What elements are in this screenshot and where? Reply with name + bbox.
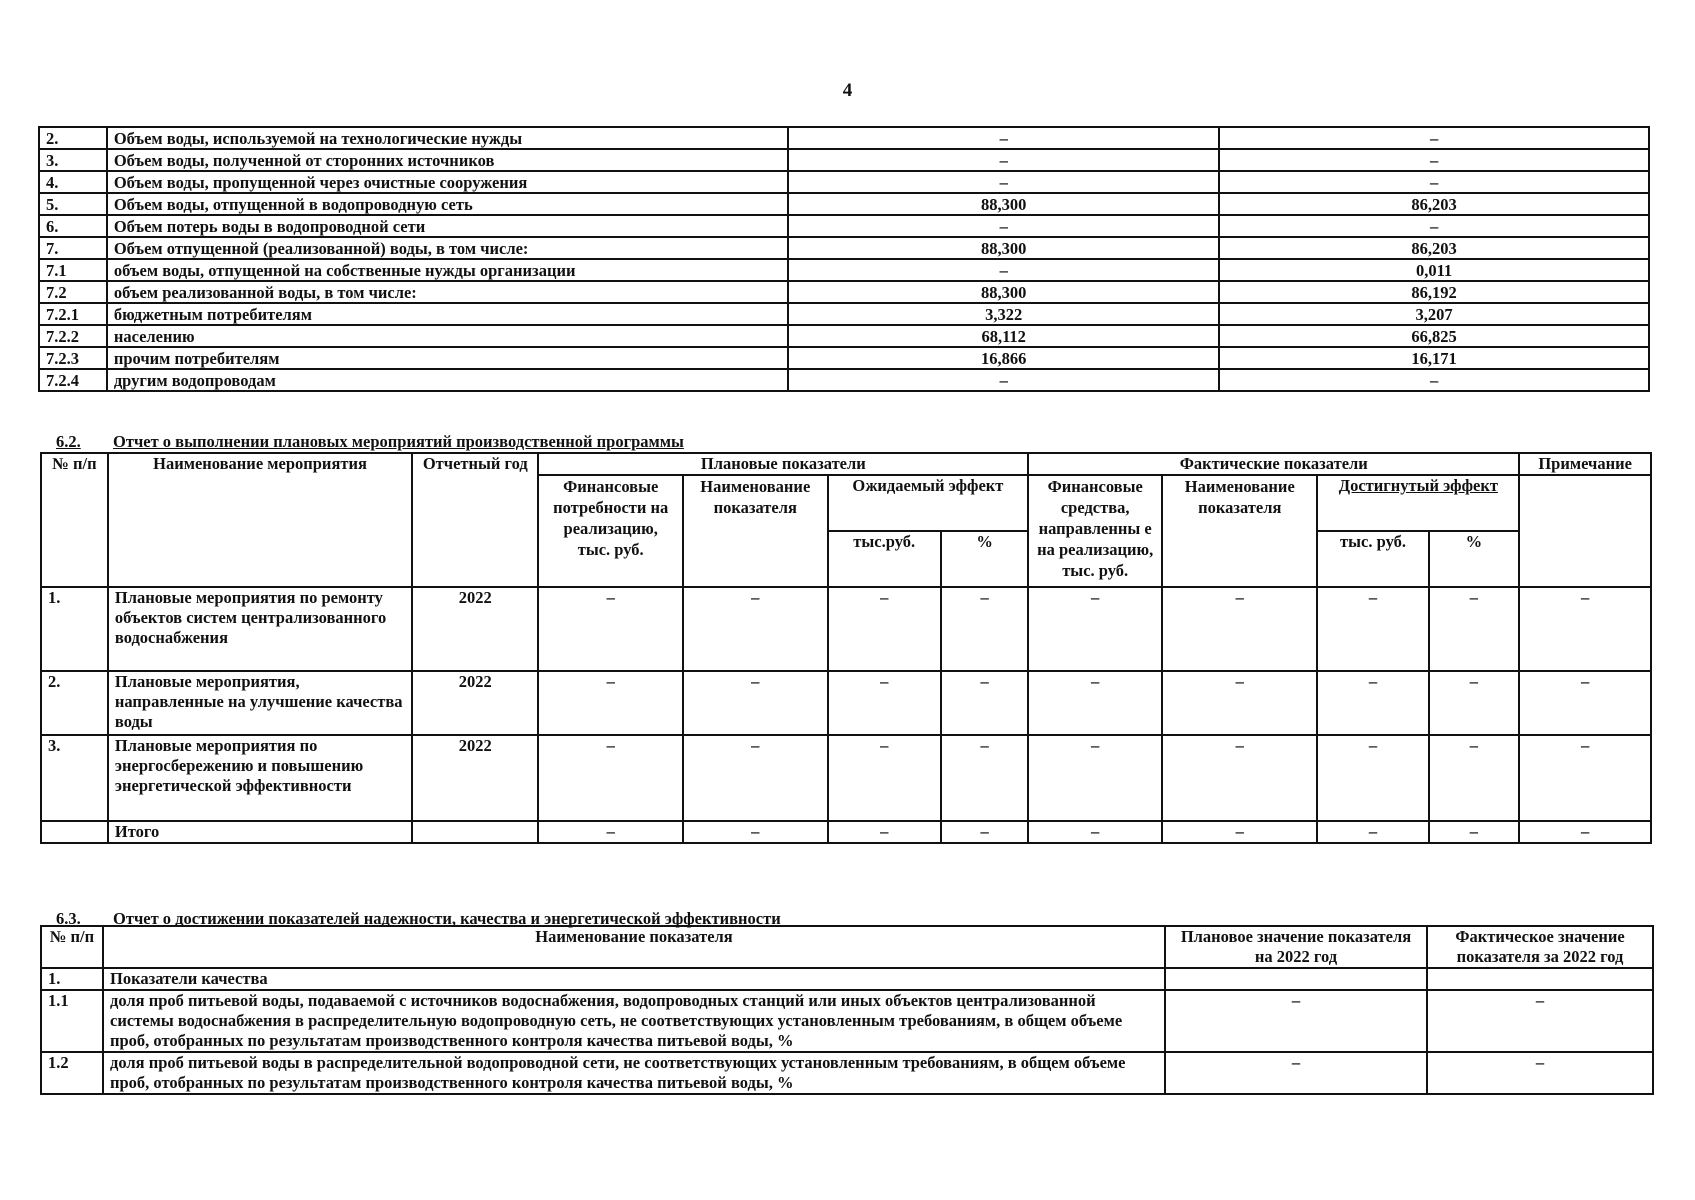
row-name: Объем потерь воды в водопроводной сети (107, 215, 788, 237)
header-plan-indicator: Наименование показателя (683, 475, 828, 587)
row-indicator-name: доля проб питьевой воды в распределительной водопроводной сети, не соответствующих установленным требованиям, в общем объеме проб, отобранных по результатам производственного контроля качества питьевой воды, % (103, 1052, 1165, 1094)
total-dash-cell: – (683, 821, 828, 843)
header-plan-financing: Финансовые потребности на реализацию, тыс. руб. (538, 475, 683, 587)
row-number: 7. (39, 237, 107, 259)
table-row (39, 281, 1649, 303)
row-number: 7.2.3 (39, 347, 107, 369)
row-fact-value: – (1219, 127, 1649, 149)
row-dash-cell: – (1317, 587, 1428, 671)
section-title-text: Отчет о достижении показателей надежности, качества и энергетической эффективности (113, 909, 781, 928)
row-plan-value: – (788, 259, 1219, 281)
row-number: 1. (41, 587, 108, 671)
row-fact-value: – (1219, 149, 1649, 171)
row-number: 7.2 (39, 281, 107, 303)
row-plan-value: 88,300 (788, 237, 1219, 259)
table-row (41, 968, 1653, 990)
section-title-text: Отчет о выполнении плановых мероприятий производственной программы (113, 432, 684, 451)
row-fact-value: – (1219, 369, 1649, 391)
row-plan-value (1165, 968, 1427, 990)
row-number: 2. (41, 671, 108, 735)
row-dash-cell: – (1519, 587, 1651, 671)
row-fact-value: 0,011 (1219, 259, 1649, 281)
header-num: № п/п (41, 453, 108, 587)
header-fact-effect-rub: тыс. руб. (1317, 531, 1428, 587)
row-plan-value: 3,322 (788, 303, 1219, 325)
row-dash-cell: – (1162, 587, 1317, 671)
row-name: населению (107, 325, 788, 347)
row-fact-value (1427, 968, 1653, 990)
total-row (41, 821, 1651, 843)
row-name: объем воды, отпущенной на собственные нужды организации (107, 259, 788, 281)
table-row (41, 990, 1653, 1052)
row-fact-value: 16,171 (1219, 347, 1649, 369)
row-plan-value: – (788, 149, 1219, 171)
row-number: 6. (39, 215, 107, 237)
header-fact-effect-pct: % (1429, 531, 1520, 587)
total-dash-cell: – (1519, 821, 1651, 843)
total-dash-cell: – (828, 821, 941, 843)
row-year: 2022 (412, 671, 538, 735)
header-plan-effect-pct: % (941, 531, 1028, 587)
header-num: № п/п (41, 926, 103, 968)
row-dash-cell: – (538, 735, 683, 821)
section-number: 6.2. (56, 432, 81, 451)
row-dash-cell: – (828, 587, 941, 671)
row-fact-value: 3,207 (1219, 303, 1649, 325)
row-plan-value: 88,300 (788, 193, 1219, 215)
header-note-empty (1519, 475, 1651, 587)
header-plan-value: Плановое значение показателя на 2022 год (1165, 926, 1427, 968)
table-row (39, 149, 1649, 171)
row-name: другим водопроводам (107, 369, 788, 391)
row-name: Объем воды, полученной от сторонних источников (107, 149, 788, 171)
row-plan-value: 16,866 (788, 347, 1219, 369)
header-fact-financing: Финансовые средства, направленны е на реализацию, тыс. руб. (1028, 475, 1162, 587)
row-number: 3. (39, 149, 107, 171)
row-dash-cell: – (1317, 735, 1428, 821)
row-dash-cell: – (683, 587, 828, 671)
row-dash-cell: – (1028, 735, 1162, 821)
row-year: 2022 (412, 587, 538, 671)
total-dash-cell: – (1317, 821, 1428, 843)
header-measure-name: Наименование мероприятия (108, 453, 412, 587)
total-dash-cell: – (941, 821, 1028, 843)
row-dash-cell: – (1028, 671, 1162, 735)
header-fact-indicator: Наименование показателя (1162, 475, 1317, 587)
header-plan-group: Плановые показатели (538, 453, 1028, 475)
row-plan-value: – (1165, 990, 1427, 1052)
row-name: Объем воды, используемой на технологические нужды (107, 127, 788, 149)
row-name: бюджетным потребителям (107, 303, 788, 325)
section-number: 6.3. (56, 909, 81, 928)
table-row (41, 735, 1651, 821)
row-number: 7.1 (39, 259, 107, 281)
section-6-2-title (56, 432, 684, 452)
row-number: 1.2 (41, 1052, 103, 1094)
row-measure-name: Плановые мероприятия по энергосбережению и повышению энергетической эффективности (108, 735, 412, 821)
row-fact-value: 86,203 (1219, 193, 1649, 215)
row-number: 5. (39, 193, 107, 215)
row-dash-cell: – (683, 671, 828, 735)
row-dash-cell: – (1519, 671, 1651, 735)
page-number: 4 (842, 80, 853, 101)
row-fact-value: – (1219, 215, 1649, 237)
table-row (41, 587, 1651, 671)
header-indicator-name: Наименование показателя (103, 926, 1165, 968)
row-dash-cell: – (1429, 671, 1520, 735)
row-dash-cell: – (828, 735, 941, 821)
total-dash-cell: – (1429, 821, 1520, 843)
header-plan-effect-rub: тыс.руб. (828, 531, 941, 587)
row-dash-cell: – (1162, 735, 1317, 821)
total-label: Итого (108, 821, 412, 843)
header-year: Отчетный год (412, 453, 538, 587)
row-dash-cell: – (1429, 735, 1520, 821)
table-row (39, 325, 1649, 347)
row-dash-cell: – (941, 735, 1028, 821)
row-measure-name: Плановые мероприятия, направленные на улучшение качества воды (108, 671, 412, 735)
header-fact-group: Фактические показатели (1028, 453, 1519, 475)
row-name: Объем воды, отпущенной в водопроводную сеть (107, 193, 788, 215)
row-indicator-name: Показатели качества (103, 968, 1165, 990)
row-name: прочим потребителям (107, 347, 788, 369)
row-number: 7.2.1 (39, 303, 107, 325)
row-measure-name: Плановые мероприятия по ремонту объектов систем централизованного водоснабжения (108, 587, 412, 671)
row-fact-value: 86,192 (1219, 281, 1649, 303)
row-dash-cell: – (683, 735, 828, 821)
row-number: 2. (39, 127, 107, 149)
row-plan-value: – (788, 171, 1219, 193)
table-row (41, 671, 1651, 735)
table-row (39, 171, 1649, 193)
water-volume-table (38, 126, 1650, 392)
table-row (39, 347, 1649, 369)
row-plan-value: 68,112 (788, 325, 1219, 347)
total-num-empty (41, 821, 108, 843)
row-dash-cell: – (538, 587, 683, 671)
row-plan-value: – (788, 215, 1219, 237)
row-plan-value: 88,300 (788, 281, 1219, 303)
row-fact-value: – (1427, 1052, 1653, 1094)
total-year-empty (412, 821, 538, 843)
row-dash-cell: – (828, 671, 941, 735)
row-fact-value: 66,825 (1219, 325, 1649, 347)
row-number: 3. (41, 735, 108, 821)
row-year: 2022 (412, 735, 538, 821)
total-dash-cell: – (1028, 821, 1162, 843)
row-fact-value: 86,203 (1219, 237, 1649, 259)
table-row (39, 193, 1649, 215)
row-plan-value: – (788, 127, 1219, 149)
row-number: 7.2.2 (39, 325, 107, 347)
quality-indicators-table (40, 925, 1654, 1095)
row-dash-cell: – (1519, 735, 1651, 821)
table-row (39, 127, 1649, 149)
row-dash-cell: – (941, 671, 1028, 735)
row-dash-cell: – (1028, 587, 1162, 671)
row-number: 1. (41, 968, 103, 990)
table-row (39, 259, 1649, 281)
header-note: Примечание (1519, 453, 1651, 475)
row-name: Объем отпущенной (реализованной) воды, в том числе: (107, 237, 788, 259)
row-dash-cell: – (538, 671, 683, 735)
table-row (39, 237, 1649, 259)
table-row (39, 303, 1649, 325)
header-fact-effect: Достигнутый эффект (1317, 475, 1519, 531)
row-number: 1.1 (41, 990, 103, 1052)
row-number: 4. (39, 171, 107, 193)
table-row (39, 369, 1649, 391)
row-dash-cell: – (1317, 671, 1428, 735)
row-dash-cell: – (941, 587, 1028, 671)
row-indicator-name: доля проб питьевой воды, подаваемой с источников водоснабжения, водопроводных станций или иных объектов централизованной системы водоснабжения в распределительную водопроводную сеть, не соответствующих установленным требованиям, в общем объеме проб, отобранных по результатам производственного контроля качества питьевой воды, % (103, 990, 1165, 1052)
total-dash-cell: – (538, 821, 683, 843)
row-fact-value: – (1219, 171, 1649, 193)
row-plan-value: – (1165, 1052, 1427, 1094)
header-plan-effect: Ожидаемый эффект (828, 475, 1029, 531)
row-fact-value: – (1427, 990, 1653, 1052)
row-number: 7.2.4 (39, 369, 107, 391)
row-name: объем реализованной воды, в том числе: (107, 281, 788, 303)
header-fact-value: Фактическое значение показателя за 2022 год (1427, 926, 1653, 968)
table-row (41, 1052, 1653, 1094)
row-name: Объем воды, пропущенной через очистные сооружения (107, 171, 788, 193)
row-dash-cell: – (1429, 587, 1520, 671)
row-dash-cell: – (1162, 671, 1317, 735)
total-dash-cell: – (1162, 821, 1317, 843)
row-plan-value: – (788, 369, 1219, 391)
planned-measures-table (40, 452, 1652, 844)
table-row (39, 215, 1649, 237)
